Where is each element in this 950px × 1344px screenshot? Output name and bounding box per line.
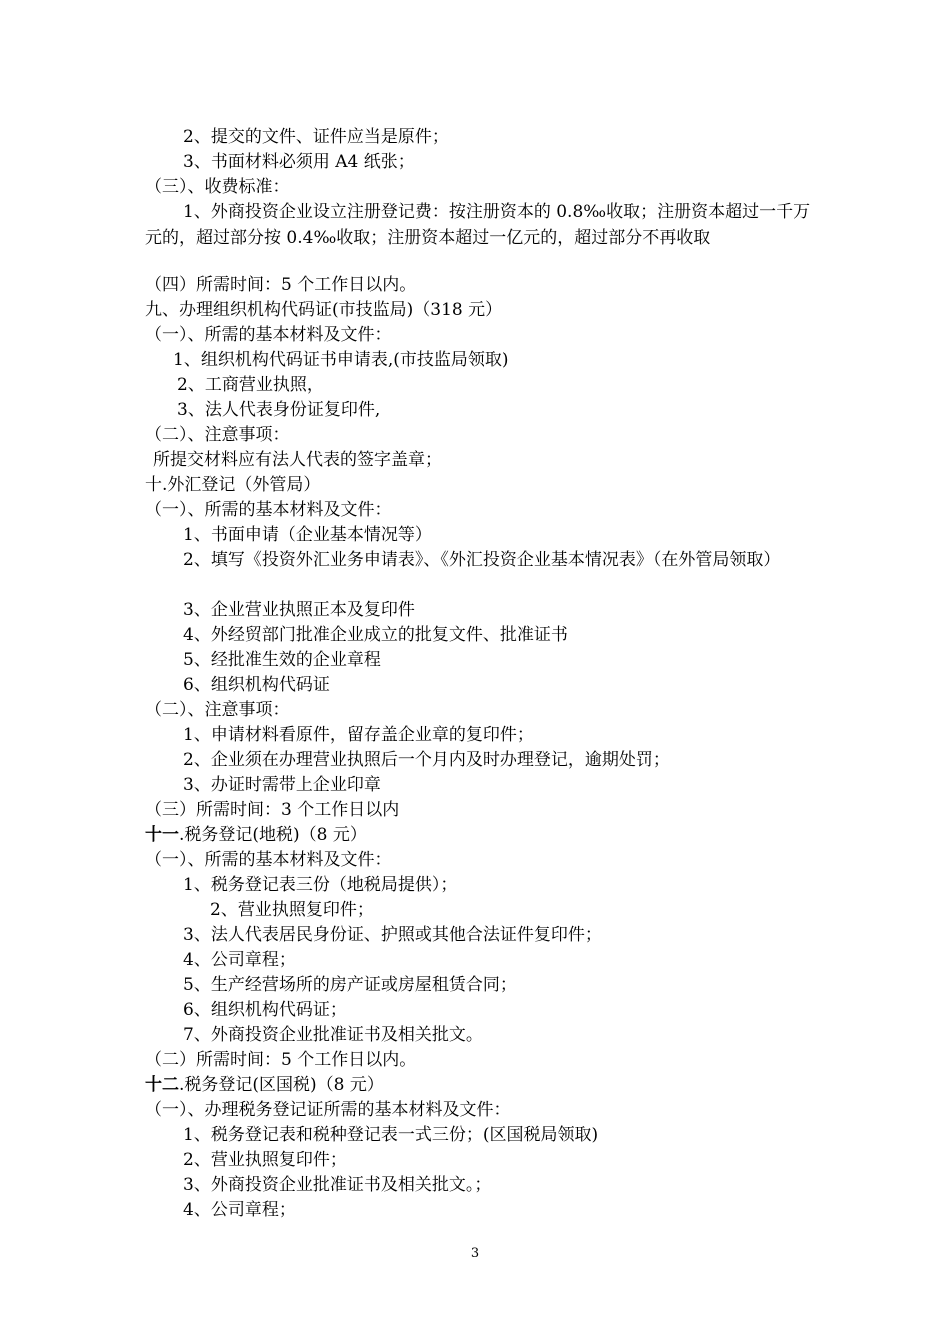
paragraph-fee-standard: 1、外商投资企业设立注册登记费：按注册资本的 0.8‰收取；注册资本超过一千万元的，超过部分按 0.4‰收取；注册资本超过一亿元的，超过部分不再收取 [145, 202, 811, 248]
text-line: 4、外经贸部门批准企业成立的批复文件、批准证书 [183, 625, 568, 645]
paragraph-forex-forms: 2、填写《投资外汇业务申请表》、《外汇投资企业基本情况表》（在外管局领取） [183, 550, 781, 570]
text-line: 3、法人代表身份证复印件, [177, 400, 381, 420]
text-line: 3、法人代表居民身份证、护照或其他合法证件复印件； [183, 925, 602, 945]
text-line: 3、外商投资企业批准证书及相关批文。； [183, 1175, 492, 1195]
section-heading: （二）所需时间：5 个工作日以内。 [145, 1050, 417, 1070]
text-line: 5、经批准生效的企业章程 [183, 650, 381, 670]
text-line: 2、提交的文件、证件应当是原件； [183, 127, 449, 147]
text-line: 6、组织机构代码证； [183, 1000, 347, 1020]
text-line: 所提交材料应有法人代表的签字盖章； [153, 450, 442, 470]
text-line: 2、营业执照复印件； [210, 900, 374, 920]
text-line: 1、税务登记表三份（地税局提供）； [183, 875, 458, 895]
section-heading: （一）、所需的基本材料及文件： [145, 500, 392, 520]
chapter-heading: 九、办理组织机构代码证(市技监局)（318 元） [145, 300, 503, 320]
section-heading: （三）、收费标准： [145, 177, 290, 197]
section-heading: （三）所需时间：3 个工作日以内 [145, 800, 400, 820]
text-line: 2、企业须在办理营业执照后一个月内及时办理登记，逾期处罚； [183, 750, 670, 770]
page-number: 3 [470, 1246, 480, 1261]
chapter-title: .税务登记(区国税)（8 元） [179, 1075, 384, 1095]
section-heading: （一）、所需的基本材料及文件： [145, 850, 392, 870]
chapter-number: 十一 [145, 825, 179, 845]
section-heading: （二）、注意事项： [145, 425, 290, 445]
section-heading: （一）、办理税务登记证所需的基本材料及文件： [145, 1100, 511, 1120]
text-line: 2、营业执照复印件； [183, 1150, 347, 1170]
chapter-heading [145, 823, 367, 848]
text-line: 5、生产经营场所的房产证或房屋租赁合同； [183, 975, 517, 995]
text-line: 1、组织机构代码证书申请表,(市技监局领取) [173, 350, 509, 370]
chapter-heading: 十.外汇登记（外管局） [145, 475, 321, 495]
text-line: 6、组织机构代码证 [183, 675, 330, 695]
text-line: 2、工商营业执照， [177, 375, 324, 395]
section-heading: （四）所需时间：5 个工作日以内。 [145, 275, 417, 295]
text-line: 4、公司章程； [183, 1200, 296, 1220]
text-line: 3、书面材料必须用 A4 纸张； [183, 152, 415, 172]
text-line: 1、税务登记表和税种登记表一式三份；(区国税局领取) [183, 1125, 599, 1145]
chapter-title: .税务登记(地税)（8 元） [179, 825, 367, 845]
section-heading: （一）、所需的基本材料及文件： [145, 325, 392, 345]
section-heading: （二）、注意事项： [145, 700, 290, 720]
text-line: 1、申请材料看原件，留存盖企业章的复印件； [183, 725, 534, 745]
text-line: 3、办证时需带上企业印章 [183, 775, 381, 795]
chapter-heading [145, 1073, 384, 1098]
text-line: 7、外商投资企业批准证书及相关批文。 [183, 1025, 483, 1045]
chapter-number: 十二 [145, 1075, 179, 1095]
text-line: 1、书面申请（企业基本情况等） [183, 525, 432, 545]
text-line: 3、企业营业执照正本及复印件 [183, 600, 415, 620]
text-line: 4、公司章程； [183, 950, 296, 970]
